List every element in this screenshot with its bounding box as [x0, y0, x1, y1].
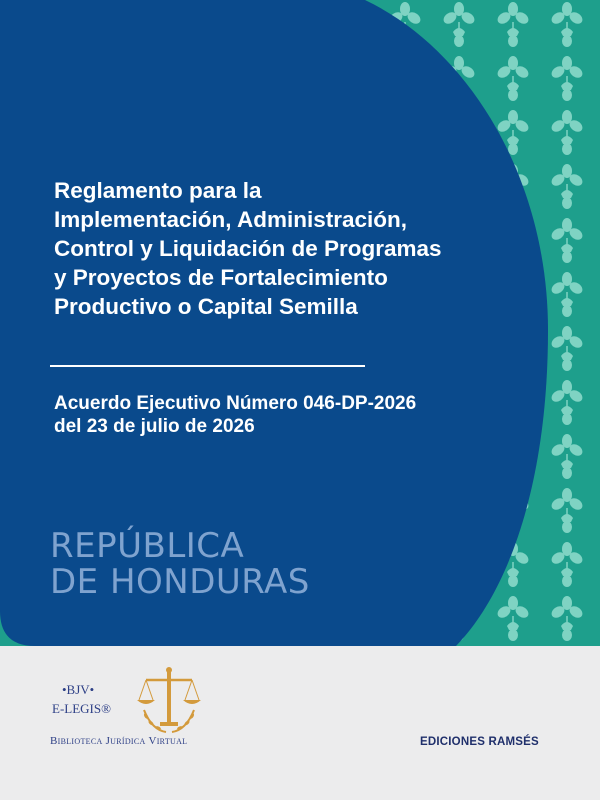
country-name: REPÚBLICA DE HONDURAS — [50, 526, 310, 602]
scales-of-justice-icon — [130, 664, 208, 742]
publisher-name: EDICIONES RAMSÉS — [420, 736, 539, 748]
bjv-logo-text: •BJV• — [62, 682, 95, 697]
bjv-elegis-logo — [50, 664, 230, 756]
library-name: Biblioteca Jurídica Virtual — [50, 735, 188, 747]
elegis-logo-text: E-LEGIS® — [52, 701, 111, 716]
title-divider — [50, 365, 365, 367]
document-title: Reglamento para la Implementación, Administración, Control y Liquidación de Programas y Proyectos de Fortalecimiento Productivo o Capital Semilla — [54, 178, 442, 319]
decree-reference: Acuerdo Ejecutivo Número 046-DP-2026 del 23 de julio de 2026 — [54, 393, 417, 437]
